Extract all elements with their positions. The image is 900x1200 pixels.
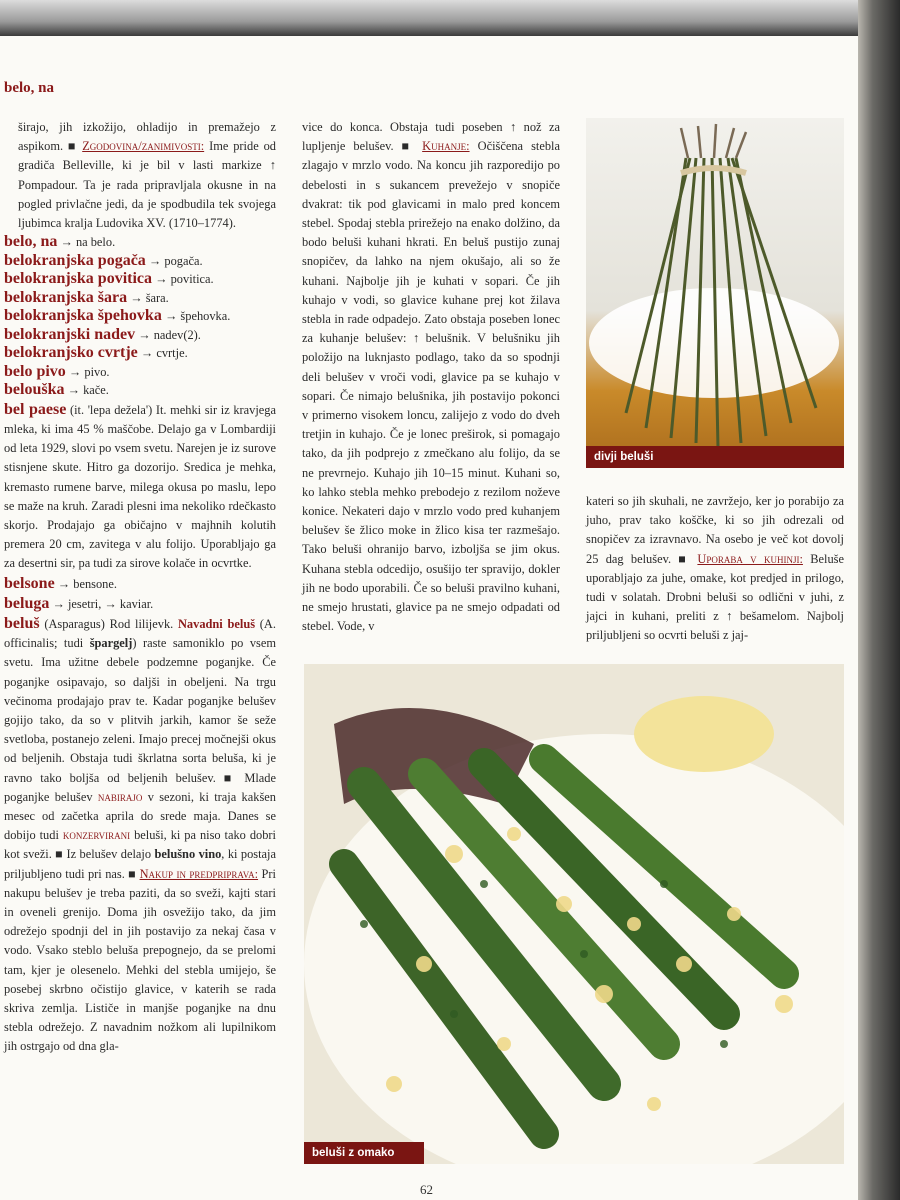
entry-text: → špehovka.: [164, 309, 231, 324]
entry-text: (A. officinalis; tudi: [4, 616, 276, 651]
entry: [4, 289, 276, 308]
text: vice do konca. Obstaja tudi poseben ↑ nož za lupljenje belušev. ■: [302, 120, 560, 154]
photo-caption: divji beluši: [586, 446, 844, 468]
entry-text: → kače.: [67, 383, 109, 398]
subheading: Navadni beluš: [177, 616, 256, 631]
column-1: [4, 118, 276, 1057]
column-2: [302, 118, 560, 636]
photo-wild-asparagus: [586, 118, 844, 468]
column-3: [586, 492, 844, 646]
entry-text: → na belo.: [60, 235, 116, 250]
headword: belokranjski nadev: [4, 325, 136, 343]
entry-text: → šara.: [130, 290, 169, 305]
entry-text: → bensone.: [57, 576, 117, 591]
entry-belus: [4, 614, 276, 1057]
headword: belokranjska povitica: [4, 270, 153, 288]
entry-text: Pri nakupu belušev je treba paziti, da so sveži, kajti stari in oveneli grenijo. Doma jih osvežijo tako, da jim odrežejo spodnji del in jih postavijo za nekaj časa v vodo. Vsako steblo beluša prepognejo, da se prelomi tam, kjer je olesenelo. Mehki del stebla umijejo, še posebej skrbno očistijo glavice, v katerih se rada skriva zemlja. Lističe in manjše poganjke na dnu stebla odrežejo. Z navadnim nožkom ali lupilnikom jih ostrgajo od dna gla-: [4, 866, 276, 1054]
paragraph: širajo, jih izkožijo, ohladijo in premažejo z aspikom. ■ Zgodovina/zanimivosti: Ime pride od gradiča Belleville, ki je bil v lasti markize ↑ Pompadour. Ta je rada pripravljala okusne in na pogled privlačne jedi, da je spodbudila tek svojega ljubimca kralja Ludovika XV. (1710–1774).: [18, 120, 276, 231]
text: širajo, jih izkožijo, ohladijo in premažejo z aspikom.: [18, 120, 276, 154]
entry: [4, 344, 276, 363]
photo-asparagus-with-sauce: [304, 664, 844, 1164]
asparagus-dish-illustration: [304, 664, 844, 1164]
headword: beluš: [4, 614, 40, 632]
section-label: Zgodovina/zanimivosti:: [82, 139, 205, 154]
entry: [4, 233, 276, 252]
keyword: konzervirani: [62, 828, 131, 843]
entry-bel-paese: [4, 400, 276, 574]
headword: belouška: [4, 381, 65, 399]
scan-top-edge: [0, 0, 900, 36]
entry: [4, 307, 276, 326]
entry: [4, 326, 276, 345]
entry-text: , ki postaja priljubljeno tudi pri nas. ■: [4, 847, 276, 881]
entry: [4, 270, 276, 289]
text: Beluše uporabljajo za juhe, omake, kot predjed in prilogo, tudi v solatah. Drobni beluši so odlični v juhi, z jajci in kuhani, preliti z ↑ bešamelom. Najbolj priljubljeni so ocvrti beluši z jaj-: [586, 551, 844, 643]
paragraph: [302, 118, 560, 636]
headword: belokranjsko cvrtje: [4, 344, 138, 362]
asparagus-bundle-illustration: [586, 118, 844, 468]
text: Ime pride od gradiča Belleville, ki je bil v lasti markize ↑ Pompadour. Ta je rada pripravljala okusne in na pogled privlačne jedi, da je spodbudila tek svojega ljubimca kralja Ludovika XV. (1710–1774).: [18, 139, 276, 231]
keyword: nabirajo: [97, 789, 143, 804]
headword: belokranjska šara: [4, 288, 128, 306]
entry-text: v sezoni, ki traja kakšen mesec od začetka aprila do srede maja. Danes se dobijo tudi: [4, 789, 276, 843]
entry-text: → cvrtje.: [140, 346, 188, 361]
section-label: Kuhanje:: [422, 139, 470, 154]
entry-beluga: [4, 594, 276, 614]
photo-caption: beluši z omako: [304, 1142, 424, 1164]
entry-text: beluši, ki pa niso tako dobri kot sveži. ■ Iz belušev delajo: [4, 828, 276, 862]
book-page: [0, 36, 858, 1200]
headword: belo, na: [4, 233, 58, 251]
paragraph: [586, 492, 844, 646]
running-head: belo, na: [4, 80, 55, 96]
entry-belsone: [4, 574, 276, 594]
entry-list: [4, 233, 276, 400]
headword: beluga: [4, 594, 50, 612]
bold-term: belušno vino: [154, 847, 222, 862]
entry-text: → jesetri, → kaviar.: [52, 596, 154, 611]
text: kateri so jih skuhali, ne zavržejo, ker jo porabijo za juho, prav tako koščke, ki so jih odrezali od snopičev za izravnavo. Na osebo je več kot dovolj 25 dag belušev. ■: [586, 494, 844, 566]
book-spine-shadow: [858, 0, 900, 1200]
headword: belokranjska pogača: [4, 251, 146, 269]
page-number: 62: [420, 1182, 433, 1197]
entry-text: (Asparagus) Rod lilijevk.: [44, 616, 174, 631]
headword: belokranjska špehovka: [4, 307, 162, 325]
text: Očiščena stebla zlagajo v mrzlo vodo. Na koncu jih razporedijo po debelosti in s sukancem prevežejo v snopiče dvakrat: tik pod glavicami in malo pred koncem stebel. Spodaj stebla prirežejo na enako dolžino, da bodo beluši kuhani hkrati. En beluš pustijo zunaj snopičev, da lahko na njem okušajo, ali so že kuhani. Najbolje jih je kuhati v sopari. Če jih kuhajo v vodi, so glavice kuhane prej kot žilava stebla in rade odpadejo. Zato obstaja poseben lonec za kuhanje belušev: ↑ belušnik. V belušniku jih položijo na luknjasto podlago, tako da so spodnji deli belušev v vroči vodi, glavice pa se kuhajo v sopari. Če nimajo belušnika, jih postavijo pokonci v primerno visokem loncu, zalijejo z vodo do dveh tretjin in kuhajo. Če je lonec preširok, si pomagajo tako, da jih podprejo z zmečkano alu folijo, da se ne prevrnejo. Kuhajo jih 10–15 minut. Kuhani so, ko lahko stebla mehko prebodejo z rezilom noževe konice. Nekateri dajo v mrzlo vodo pred kuhanjem belušev še žlico moke in žlico kisa ter razmešajo. Tako beluši ohranijo barvo, izboljša se jim okus. Kuhana stebla odcedijo, osušijo ter spravijo, dokler jih ne bodo uporabili. Če so beluši pravilno kuhani, ne smejo hrustati, glavice pa ne smejo odpadati od stebel. Vode, v: [302, 139, 560, 634]
entry-text: ) raste samoniklo po vsem svetu. Ima užitne debele podzemne poganjke. Če poganjke osipavajo, so daljši in obeljeni. Na trgu večinoma prodajajo prav te. Kadar poganjke belušev gojijo tako, da so v plitvih jarkih, kamor še seže svetloba, postanejo zeleni. Imajo precej močnejši okus od beljenih. Obstaja tudi škrlatna sorta beluša, ki je ravno tako boljša od beljenih belušev. ■ Mlade poganjke belušev: [4, 636, 276, 804]
headword: bel paese: [4, 400, 67, 418]
entry-text: (it. 'lepa dežela') It. mehki sir iz kravjega mleka, ki ima 45 % maščobe. Delajo ga v Lombardiji od leta 1929, slovi po vsem svetu. Narejen je iz surove stisnjene skute. Hitro ga dozorijo. Sredica je mehka, kremasto rumene barve, milega okusa po maslu, lepo se maže na kruh. Zaradi plesni ima nekoliko rdečkasto skorjo. Prodajajo ga običajno v majhnih kolutih premera 20 cm, zavitega v alu folijo. Uporabljajo ga za desertni sir, pa tudi za sirove kolače in ocvrtke.: [4, 402, 276, 571]
headword: belsone: [4, 574, 55, 592]
entry-text: → povitica.: [155, 272, 214, 287]
entry: [4, 252, 276, 271]
section-label: Uporaba v kuhinji:: [697, 551, 803, 566]
entry-text: → pivo.: [68, 364, 110, 379]
entry: [4, 363, 276, 382]
entry-text: → nadev(2).: [138, 327, 201, 342]
entry: [4, 381, 276, 400]
bold-term: špargelj: [89, 636, 133, 651]
headword: belo pivo: [4, 362, 66, 380]
section-label: Nakup in predpriprava:: [139, 866, 259, 881]
entry-text: → pogača.: [148, 253, 203, 268]
